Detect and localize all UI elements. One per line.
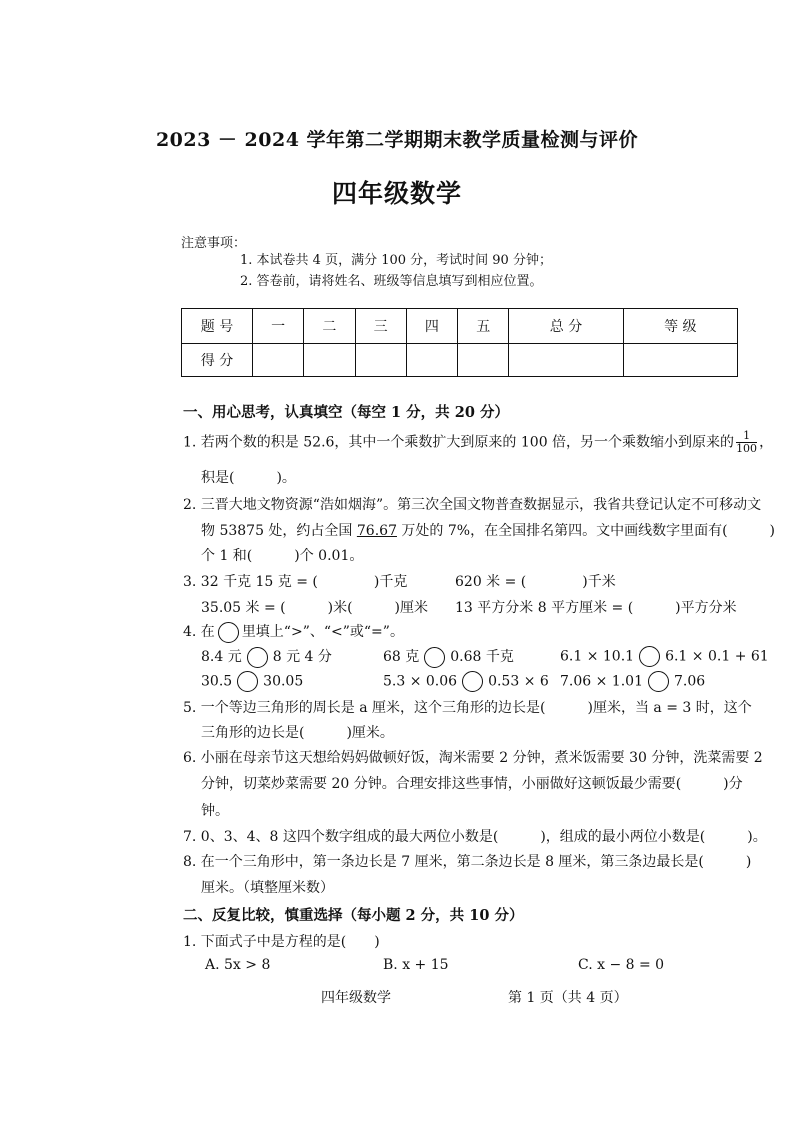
compare-left: 68 克 <box>383 649 420 665</box>
compare-right: 7.06 <box>673 673 706 690</box>
option-c: C. x − 8 = 0 <box>578 957 665 973</box>
question-4-text: 4. 在 <box>183 624 215 640</box>
question-1-punct: ， <box>759 434 774 451</box>
option-a: A. 5x > 8 <box>205 957 271 973</box>
fraction-numerator: 1 <box>736 430 757 443</box>
section-2-title: 二、反复比较，慎重选择（每小题 2 分，共 10 分） <box>183 907 524 924</box>
score-cell[interactable] <box>355 344 406 377</box>
score-table <box>181 308 738 377</box>
score-header-cell: 三 <box>355 309 406 344</box>
score-table-header-row <box>182 309 738 344</box>
question-1-text: 1. 若两个数的积是 52.6，其中一个乘数扩大到原来的 100 倍，另一个乘数缩小到原来的 <box>183 434 735 451</box>
footer-subject: 四年级数学 <box>321 990 391 1006</box>
compare-left: 5.3 × 0.06 <box>383 673 458 690</box>
compare-right: 8 元 4 分 <box>272 649 332 665</box>
question-6-line-2: 分钟，切菜炒菜需要 20 分钟。合理安排这些事情，小丽做好这顿饭最少需要( )分 <box>201 776 743 792</box>
score-cell[interactable] <box>406 344 457 377</box>
score-header-cell: 题 号 <box>182 309 253 344</box>
question-2-text: 万处的 7%，在全国排名第四。文中画线数字里面有( ) <box>396 523 776 539</box>
compare-item <box>383 671 549 692</box>
question-3-part-b: 620 米 = ( )千米 <box>455 574 616 590</box>
score-cell[interactable] <box>623 344 737 377</box>
score-row-label: 得 分 <box>182 344 253 377</box>
option-b: B. x + 15 <box>383 957 449 973</box>
fraction <box>736 430 757 455</box>
question-1-line-2: 积是( )。 <box>201 470 296 486</box>
section-1-title: 一、用心思考，认真填空（每空 1 分，共 20 分） <box>183 404 509 421</box>
compare-circle[interactable] <box>462 671 483 692</box>
compare-right: 0.53 × 6 <box>488 673 549 690</box>
question-3-part-a: 3. 32 千克 15 克 = ( )千克 <box>183 574 408 590</box>
underlined-number: 76.67 <box>356 523 397 539</box>
question-7: 7. 0、3、4、8 这四个数字组成的最大两位小数是( )，组成的最小两位小数是( )。 <box>183 829 767 845</box>
compare-right: 6.1 × 0.1 + 61 <box>665 648 769 665</box>
compare-circle[interactable] <box>424 647 445 668</box>
question-8-line-1: 8. 在一个三角形中，第一条边长是 7 厘米，第二条边长是 8 厘米，第三条边最长是( ) <box>183 854 752 870</box>
score-table-score-row <box>182 344 738 377</box>
compare-left: 6.1 × 10.1 <box>560 648 635 665</box>
score-header-cell: 等 级 <box>623 309 737 344</box>
compare-item <box>560 646 769 667</box>
exam-subject: 四年级数学 <box>331 179 462 208</box>
question-5-line-2: 三角形的边长是( )厘米。 <box>201 725 394 741</box>
score-header-cell: 五 <box>458 309 509 344</box>
compare-item <box>201 671 303 692</box>
question-2-line-1: 2. 三晋大地文物资源“浩如烟海”。第三次全国文物普查数据显示，我省共登记认定不可移动文 <box>183 497 762 513</box>
compare-item <box>201 646 332 668</box>
score-header-cell: 四 <box>406 309 457 344</box>
score-header-cell: 总 分 <box>509 309 623 344</box>
question-2-line-2 <box>201 520 775 540</box>
compare-circle-icon <box>218 622 239 643</box>
question-2-text: 物 53875 处，约占全国 <box>201 523 357 539</box>
exam-title: 2023 － 2024 学年第二学期期末教学质量检测与评价 <box>155 129 639 151</box>
question-6-line-3: 钟。 <box>201 803 229 819</box>
question-3-part-d: 13 平方分米 8 平方厘米 = ( )平方分米 <box>455 600 737 616</box>
score-cell[interactable] <box>509 344 623 377</box>
question-4-instruction <box>183 621 404 643</box>
score-cell[interactable] <box>304 344 355 377</box>
compare-right: 30.05 <box>263 673 304 690</box>
compare-circle[interactable] <box>247 647 268 668</box>
question-5-line-1: 5. 一个等边三角形的周长是 a 厘米，这个三角形的边长是( )厘米，当 a = 3 时，这个 <box>183 700 752 716</box>
score-header-cell: 一 <box>253 309 304 344</box>
compare-right: 0.68 千克 <box>450 649 514 665</box>
fraction-denominator: 100 <box>736 442 758 455</box>
compare-item <box>560 671 705 692</box>
compare-left: 30.5 <box>201 673 233 690</box>
question-2-line-3: 个 1 和( )个 0.01。 <box>201 548 364 564</box>
notice-heading: 注意事项： <box>181 236 247 251</box>
compare-left: 8.4 元 <box>201 649 242 665</box>
compare-circle[interactable] <box>237 671 258 692</box>
question-6-line-1: 6. 小丽在母亲节这天想给妈妈做顿好饭，淘米需要 2 分钟，煮米饭需要 30 分钟，洗菜需要 2 <box>183 750 763 766</box>
compare-circle[interactable] <box>639 646 660 667</box>
compare-circle[interactable] <box>648 671 669 692</box>
score-cell[interactable] <box>458 344 509 377</box>
compare-left: 7.06 × 1.01 <box>560 673 643 690</box>
notice-item: 1. 本试卷共 4 页，满分 100 分，考试时间 90 分钟； <box>240 253 552 268</box>
question-8-line-2: 厘米。（填整厘米数） <box>201 880 334 896</box>
footer-page-number: 第 1 页（共 4 页） <box>508 990 628 1006</box>
section-2-question-1: 1. 下面式子中是方程的是( ) <box>183 934 380 950</box>
question-4-text: 里填上“>”、“<”或“=”。 <box>241 624 404 640</box>
score-cell[interactable] <box>253 344 304 377</box>
score-header-cell: 二 <box>304 309 355 344</box>
question-3-part-c: 35.05 米 = ( )米( )厘米 <box>201 600 429 616</box>
compare-item <box>383 646 514 668</box>
notice-item: 2. 答卷前，请将姓名、班级等信息填写到相应位置。 <box>240 274 543 289</box>
question-1-line-1 <box>183 430 773 455</box>
